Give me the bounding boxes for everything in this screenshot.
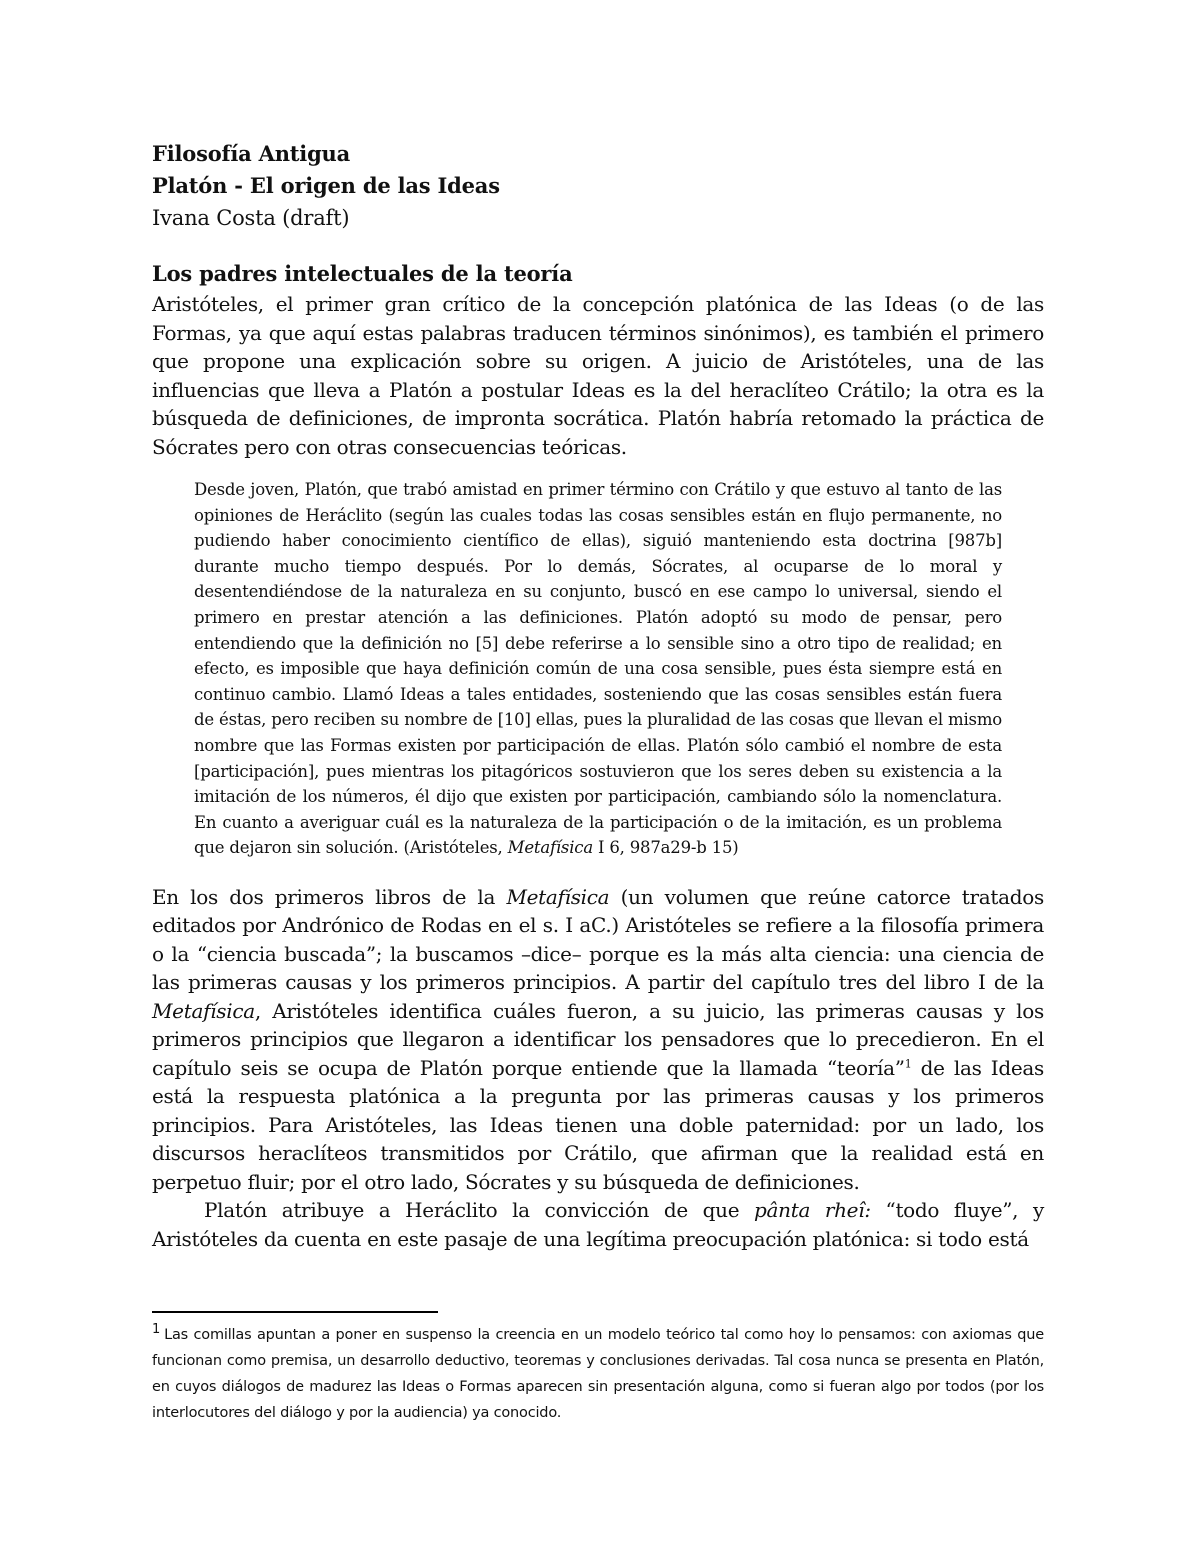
paragraph-text: Platón atribuye a Heráclito la convicción de que <box>204 1198 755 1223</box>
section-heading: Los padres intelectuales de la teoría <box>152 261 573 286</box>
paragraph-text: de las Ideas está la respuesta platónica a la pregunta por las primeras causas y los primeros principios. Para Aristóteles, las Ideas tienen una doble paternidad: por un lado, los discursos heraclíteos transmitidos por Crátilo, que afirman que la realidad está en perpetuo fluir; por el otro lado, Sócrates y su búsqueda de definiciones. <box>152 1055 1044 1194</box>
paragraph-text: En los dos primeros libros de la <box>152 884 507 909</box>
work-title: Metafísica <box>506 884 610 909</box>
footnote-reference[interactable]: 1 <box>904 1057 912 1071</box>
footnote <box>152 1322 1044 1426</box>
quote-citation-open: (Aristóteles, <box>398 838 508 858</box>
heraclitus-paragraph <box>152 1196 1044 1253</box>
paragraph-text: (un volumen que reúne catorce tratados editados por Andrónico de Rodas en el s. I aC.) Aristóteles se refiere a la filosofía primera o la “ciencia buscada”; la buscamos –dice– porque es la más alta ciencia: una ciencia de las primeras causas y los primeros principios. A partir del capítulo tres del libro I de la <box>152 884 1044 995</box>
document-title: Platón - El origen de las Ideas <box>152 173 500 198</box>
author-line: Ivana Costa (draft) <box>152 206 350 230</box>
quote-text: Desde joven, Platón, que trabó amistad en primer término con Crátilo y que estuvo al tanto de las opiniones de Heráclito (según las cuales todas las cosas sensibles están en flujo permanente, no pudiendo haber conocimiento científico de ellas), siguió manteniendo esta doctrina [987b] durante mucho tiempo después. Por lo demás, Sócrates, al ocuparse de lo moral y desentendiéndose de la naturaleza en su conjunto, buscó en ese campo lo universal, siendo el primero en prestar atención a las definiciones. Platón adoptó su modo de pensar, pero entendiendo que la definición no [5] debe referirse a lo sensible sino a otro tipo de realidad; en efecto, es imposible que haya definición común de una cosa sensible, pues ésta siempre está en continuo cambio. Llamó Ideas a tales entidades, sosteniendo que las cosas sensibles están fuera de éstas, pero reciben su nombre de [10] ellas, pues la pluralidad de las cosas que llevan el mismo nombre que las Formas existen por participación de ellas. Platón sólo cambió el nombre de esta [participación], pues mientras los pitagóricos sostuvieron que los seres deben su existencia a la imitación de los números, él dijo que existen por participación, cambiando sólo la nomenclatura. En cuanto a averiguar cuál es la naturaleza de la participación o de la imitación, es un problema que dejaron sin solución. <box>194 480 1002 858</box>
paragraph-text: “todo fluye”, y Aristóteles da cuenta en este pasaje de una legítima preocupación platónica: si todo está <box>152 1198 1044 1251</box>
aristotle-quote <box>194 477 1002 861</box>
document-page <box>152 138 1044 1253</box>
work-title: Metafísica <box>152 998 255 1023</box>
quote-citation-work: Metafísica <box>507 838 593 858</box>
footnote-marker: 1 <box>152 1322 161 1338</box>
metaphysics-paragraph <box>152 883 1044 1197</box>
quote-citation-close: I 6, 987a29-b 15) <box>592 838 739 858</box>
paragraph-text: , Aristóteles identifica cuáles fueron, a su juicio, las primeras causas y los primeros principios que llegaron a identificar los pensadores que lo precedieron. En el capítulo seis se ocupa de Platón porque entiende que la llamada “teoría” <box>152 998 1044 1080</box>
footnote-divider <box>152 1311 438 1313</box>
greek-phrase: pânta rheî: <box>754 1198 871 1223</box>
intro-paragraph: Aristóteles, el primer gran crítico de la concepción platónica de las Ideas (o de las Formas, ya que aquí estas palabras traducen términos sinónimos), es también el primero que propone una explicación sobre su origen. A juicio de Aristóteles, una de las influencias que lleva a Platón a postular Ideas es la del heraclíteo Crátilo; la otra es la búsqueda de definiciones, de impronta socrática. Platón habría retomado la práctica de Sócrates pero con otras consecuencias teóricas. <box>152 292 1044 459</box>
course-title: Filosofía Antigua <box>152 141 351 166</box>
footnote-text: Las comillas apuntan a poner en suspenso la creencia en un modelo teórico tal como hoy lo pensamos: con axiomas que funcionan como premisa, un desarrollo deductivo, teoremas y conclusiones derivadas. Tal cosa nunca se presenta en Platón, en cuyos diálogos de madurez las Ideas o Formas aparecen sin presentación alguna, como si fueran algo por todos (por los interlocutores del diálogo y por la audiencia) ya conocido. <box>152 1327 1044 1421</box>
